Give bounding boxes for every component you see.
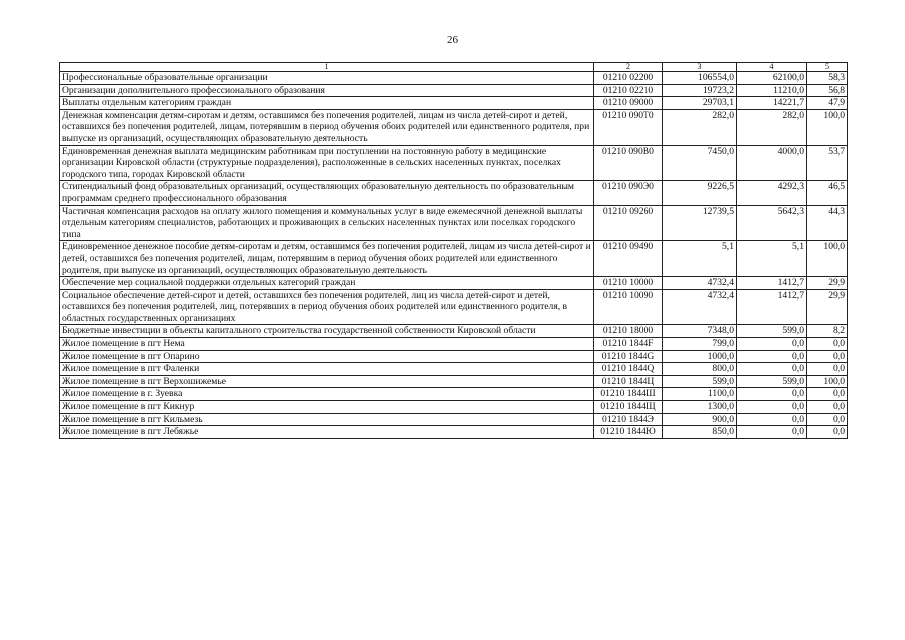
row-code-cell: 01210 09490 — [594, 241, 663, 277]
row-code-cell: 01210 090Э0 — [594, 181, 663, 205]
row-actual-cell: 4000,0 — [737, 145, 807, 181]
row-name-cell: Социальное обеспечение детей-сирот и детей, оставшихся без попечения родителей, лиц из числа детей-сирот и детей, оставшихся без попечения родителей, лиц, потерявших в период обучения обоих родителей или единственного родителя, в областных государственных организациях — [60, 289, 594, 325]
row-percent-cell: 46,5 — [807, 181, 848, 205]
row-name-cell: Жилое помещение в пгт Кикнур — [60, 401, 594, 414]
row-percent-cell: 100,0 — [807, 375, 848, 388]
row-percent-cell: 58,3 — [807, 72, 848, 85]
row-plan-cell: 850,0 — [663, 426, 737, 439]
row-actual-cell: 1412,7 — [737, 289, 807, 325]
row-plan-cell: 7450,0 — [663, 145, 737, 181]
row-actual-cell: 0,0 — [737, 426, 807, 439]
table-row — [60, 325, 848, 338]
row-plan-cell: 799,0 — [663, 338, 737, 351]
row-percent-cell: 0,0 — [807, 388, 848, 401]
row-name-cell: Единовременное денежное пособие детям-сиротам и детям, оставшимся без попечения родителей, лицам из числа детей-сирот и детей, оставшихся без попечения родителей, лицам, потерявшим в период обучения обоих родителей или единственного родителя, при выпуске из организаций, осуществляющих образовательную деятельность — [60, 241, 594, 277]
row-percent-cell: 0,0 — [807, 350, 848, 363]
row-code-cell: 01210 1844F — [594, 338, 663, 351]
table-row — [60, 401, 848, 414]
row-code-cell: 01210 02210 — [594, 84, 663, 97]
table-row — [60, 277, 848, 290]
row-plan-cell: 12739,5 — [663, 205, 737, 241]
row-name-cell: Жилое помещение в пгт Нема — [60, 338, 594, 351]
row-code-cell: 01210 1844Э — [594, 413, 663, 426]
row-actual-cell: 0,0 — [737, 350, 807, 363]
row-percent-cell: 8,2 — [807, 325, 848, 338]
table-row — [60, 241, 848, 277]
row-plan-cell: 1000,0 — [663, 350, 737, 363]
row-plan-cell: 800,0 — [663, 363, 737, 376]
row-actual-cell: 0,0 — [737, 388, 807, 401]
row-name-cell: Жилое помещение в пгт Кильмезь — [60, 413, 594, 426]
row-actual-cell: 62100,0 — [737, 72, 807, 85]
row-code-cell: 01210 02200 — [594, 72, 663, 85]
row-code-cell: 01210 18000 — [594, 325, 663, 338]
row-name-cell: Жилое помещение в пгт Фаленки — [60, 363, 594, 376]
row-plan-cell: 29703,1 — [663, 97, 737, 110]
table-row — [60, 350, 848, 363]
row-actual-cell: 0,0 — [737, 413, 807, 426]
row-percent-cell: 29,9 — [807, 277, 848, 290]
row-actual-cell: 1412,7 — [737, 277, 807, 290]
row-name-cell: Жилое помещение в пгт Верхошижемье — [60, 375, 594, 388]
table-row — [60, 145, 848, 181]
table-row — [60, 413, 848, 426]
row-actual-cell: 4292,3 — [737, 181, 807, 205]
row-name-cell: Стипендиальный фонд образовательных организаций, осуществляющих образовательную деятельность по образовательным программам среднего профессионального образования — [60, 181, 594, 205]
row-name-cell: Профессиональные образовательные организации — [60, 72, 594, 85]
table-row — [60, 426, 848, 439]
table-row — [60, 181, 848, 205]
table-row — [60, 97, 848, 110]
row-actual-cell: 14221,7 — [737, 97, 807, 110]
row-name-cell: Жилое помещение в г. Зуевка — [60, 388, 594, 401]
row-actual-cell: 0,0 — [737, 363, 807, 376]
row-name-cell: Жилое помещение в пгт Опарино — [60, 350, 594, 363]
budget-table — [59, 62, 848, 439]
row-percent-cell: 0,0 — [807, 338, 848, 351]
row-name-cell: Денежная компенсация детям-сиротам и детям, оставшимся без попечения родителей, лицам из числа детей-сирот и детей, оставшихся без попечения родителей, лицам, потерявшим в период обучения обоих родителей или единственного родителя, при выпуске из организаций, осуществляющих образовательную деятельность — [60, 109, 594, 145]
header-cell: 3 — [663, 63, 737, 72]
row-name-cell: Бюджетные инвестиции в объекты капитального строительства государственной собственности Кировской области — [60, 325, 594, 338]
table-row — [60, 388, 848, 401]
row-plan-cell: 7348,0 — [663, 325, 737, 338]
row-actual-cell: 5,1 — [737, 241, 807, 277]
row-plan-cell: 4732,4 — [663, 289, 737, 325]
row-code-cell: 01210 1844Ш — [594, 388, 663, 401]
row-plan-cell: 1300,0 — [663, 401, 737, 414]
header-cell: 2 — [594, 63, 663, 72]
row-plan-cell: 900,0 — [663, 413, 737, 426]
row-actual-cell: 0,0 — [737, 338, 807, 351]
row-percent-cell: 29,9 — [807, 289, 848, 325]
table-row — [60, 72, 848, 85]
table-row — [60, 289, 848, 325]
row-percent-cell: 44,3 — [807, 205, 848, 241]
table-body — [60, 72, 848, 439]
row-name-cell: Жилое помещение в пгт Лебяжье — [60, 426, 594, 439]
row-code-cell: 01210 1844Щ — [594, 401, 663, 414]
header-cell: 1 — [60, 63, 594, 72]
row-plan-cell: 599,0 — [663, 375, 737, 388]
row-name-cell: Единовременная денежная выплата медицинским работникам при поступлении на постоянную работу в медицинские организации Кировской области (структурные подразделения), расположенные в сельских населенных пунктах, поселках городского типа, городах Кировской области — [60, 145, 594, 181]
row-plan-cell: 19723,2 — [663, 84, 737, 97]
row-actual-cell: 282,0 — [737, 109, 807, 145]
table-row — [60, 205, 848, 241]
row-name-cell: Организации дополнительного профессионального образования — [60, 84, 594, 97]
row-code-cell: 01210 1844Ю — [594, 426, 663, 439]
row-name-cell: Обеспечение мер социальной поддержки отдельных категорий граждан — [60, 277, 594, 290]
row-actual-cell: 0,0 — [737, 401, 807, 414]
row-plan-cell: 5,1 — [663, 241, 737, 277]
row-percent-cell: 0,0 — [807, 401, 848, 414]
row-code-cell: 01210 1844Q — [594, 363, 663, 376]
table-row — [60, 363, 848, 376]
row-plan-cell: 4732,4 — [663, 277, 737, 290]
table-row — [60, 375, 848, 388]
row-percent-cell: 47,9 — [807, 97, 848, 110]
row-percent-cell: 0,0 — [807, 413, 848, 426]
row-actual-cell: 599,0 — [737, 325, 807, 338]
page-number: 26 — [447, 34, 458, 46]
row-name-cell: Частичная компенсация расходов на оплату жилого помещения и коммунальных услуг в виде ежемесячной денежной выплаты отдельным категориям специалистов, работающих и проживающих в сельских населенных пунктах или поселках городского типа — [60, 205, 594, 241]
row-actual-cell: 599,0 — [737, 375, 807, 388]
row-percent-cell: 100,0 — [807, 241, 848, 277]
table-row — [60, 84, 848, 97]
row-percent-cell: 100,0 — [807, 109, 848, 145]
row-plan-cell: 106554,0 — [663, 72, 737, 85]
row-actual-cell: 11210,0 — [737, 84, 807, 97]
row-percent-cell: 53,7 — [807, 145, 848, 181]
row-code-cell: 01210 10000 — [594, 277, 663, 290]
table-row — [60, 109, 848, 145]
row-plan-cell: 282,0 — [663, 109, 737, 145]
row-actual-cell: 5642,3 — [737, 205, 807, 241]
row-percent-cell: 56,8 — [807, 84, 848, 97]
row-code-cell: 01210 09000 — [594, 97, 663, 110]
row-code-cell: 01210 1844G — [594, 350, 663, 363]
row-name-cell: Выплаты отдельным категориям граждан — [60, 97, 594, 110]
row-code-cell: 01210 10090 — [594, 289, 663, 325]
row-code-cell: 01210 090В0 — [594, 145, 663, 181]
table-row — [60, 338, 848, 351]
row-percent-cell: 0,0 — [807, 363, 848, 376]
header-row — [60, 63, 848, 72]
header-cell: 5 — [807, 63, 848, 72]
row-code-cell: 01210 09260 — [594, 205, 663, 241]
row-plan-cell: 1100,0 — [663, 388, 737, 401]
row-percent-cell: 0,0 — [807, 426, 848, 439]
row-plan-cell: 9226,5 — [663, 181, 737, 205]
row-code-cell: 01210 090Т0 — [594, 109, 663, 145]
row-code-cell: 01210 1844Ц — [594, 375, 663, 388]
header-cell: 4 — [737, 63, 807, 72]
